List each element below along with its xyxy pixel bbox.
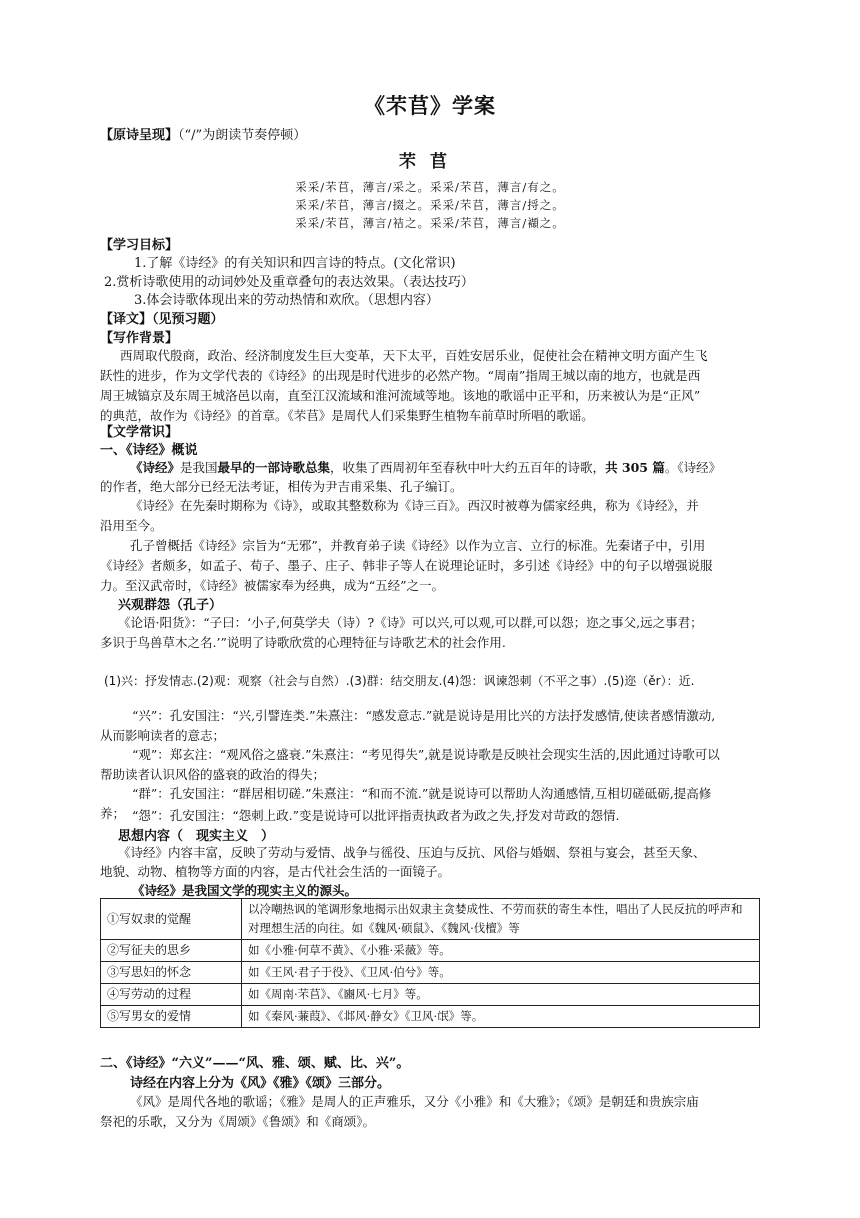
six-meanings-sub: 诗经在内容上分为《风》《雅》《颂》三部分。	[130, 1076, 391, 1091]
table-cell-topic: ③写思妇的怀念	[101, 962, 242, 984]
table-row	[101, 940, 760, 962]
realism-source-note: 《诗经》是我国文学的现实主义的源头。	[132, 883, 358, 898]
paragraph-line: 孔子曾概括《诗经》宗旨为“无邪”，并教育弟子读《诗经》以作为立言、立行的标准。先秦诸子中，引用	[130, 538, 706, 553]
paragraph-line: “怨”：孔安国注：“怨刺上政.”变是说诗可以批评指责执政者为政之失,抒发对苛政的怨情.	[132, 808, 620, 823]
subsection-heading: 一、《诗经》概说	[100, 443, 198, 458]
paragraph	[130, 458, 721, 476]
paragraph-line: 的作者，绝大部分已经无法考证，相传为尹吉甫采集、孔子编订。	[100, 479, 463, 494]
paragraph-line: “群”：孔安国注：“群居相切磋.”朱熹注：“和而不流.”就是说诗可以帮助人沟通感情,互相切磋砥砺,提高修	[132, 786, 712, 801]
section-note: （“/”为朗读节奏停顿）	[178, 128, 307, 143]
text: 是我国	[180, 460, 218, 475]
bold-text: 共 305 篇	[605, 460, 665, 475]
goal-item: 1.了解《诗经》的有关知识和四言诗的特点。(文化常识)	[134, 256, 456, 271]
xgqy-heading: 兴观群怨（孔子）	[118, 598, 223, 613]
paragraph-line: 《诗经》内容丰富，反映了劳动与爱情、战争与徭役、压迫与反抗、风俗与婚姻、祭祖与宴会，甚至天象、	[118, 845, 706, 860]
goals-heading: 【学习目标】	[100, 238, 179, 253]
text: ，收集了西周初年至春秋中叶大约五百年的诗歌，	[330, 460, 606, 475]
content-table	[100, 898, 760, 1028]
literature-heading: 【文学常识】	[100, 425, 179, 440]
poem-title: 芣苢	[399, 152, 461, 172]
paragraph-line: 沿用至今。	[100, 518, 163, 533]
table-row	[101, 984, 760, 1006]
table-cell-topic: ④写劳动的过程	[101, 984, 242, 1006]
background-text: 西周取代殷商，政治、经济制度发生巨大变革，天下太平，百姓安居乐业，促使社会在精神文明方面产生飞	[120, 348, 708, 363]
table-cell-desc: 如《秦风·蒹葭》、《邶风·静女》《卫风·氓》等。	[242, 1006, 760, 1028]
paragraph-line: 从而影响读者的意志；	[100, 728, 226, 743]
paragraph-line: 养；	[100, 806, 126, 821]
table-cell-desc: 如《王风·君子于役》、《卫风·伯兮》等。	[242, 962, 760, 984]
paragraph-line: “观”：郑玄注：“观风俗之盛衰.”朱熹注：“考见得失”,就是说诗歌是反映社会现实生活的,因此通过诗歌可以	[132, 747, 720, 762]
table-cell-desc: 如《小雅·何草不黄》、《小雅·采薇》等。	[242, 940, 760, 962]
table-cell-topic: ②写征夫的思乡	[101, 940, 242, 962]
background-text: 周王城镐京及东周王城洛邑以南，直至江汉流域和淮河流域等地。该地的歌谣中正平和，历来被认为是“正风”	[100, 388, 701, 403]
goal-item: 2.赏析诗歌使用的动词妙处及重章叠句的表达效果。（表达技巧）	[104, 275, 474, 290]
background-text: 跃性的进步，作为文学代表的《诗经》的出现是时代进步的必然产物。“周南”指周王城以南的地方，也就是西	[100, 368, 701, 383]
background-text: 的典范，故作为《诗经》的首章。《芣苢》是周代人们采集野生植物车前草时所唱的歌谣。	[100, 408, 594, 423]
text: 。《诗经》	[664, 460, 722, 475]
paragraph-line: 《诗经》者颇多，如孟子、荀子、墨子、庄子、韩非子等人在说理论证时，多引述《诗经》中的句子以增强说服	[100, 558, 713, 573]
table-row	[101, 962, 760, 984]
table-cell-topic: ⑤写男女的爱情	[101, 1006, 242, 1028]
poem-line: 采采/芣苢，薄言/掇之。采采/芣苢，薄言/捋之。	[295, 198, 565, 212]
table-row	[101, 899, 760, 940]
goal-item: 3.体会诗歌体现出来的劳动热情和欢欣。（思想内容）	[134, 293, 439, 308]
poem-line: 采采/芣苢，薄言/袺之。采采/芣苢，薄言/襭之。	[295, 216, 565, 230]
paragraph-line: 力。至汉武帝时，《诗经》被儒家奉为经典，成为“五经”之一。	[100, 578, 445, 593]
paragraph-line: 《诗经》在先秦时期称为《诗》，或取其整数称为《诗三百》。西汉时被尊为儒家经典，称为《诗经》，并	[130, 498, 699, 513]
six-meanings-heading: 二、《诗经》“六义”——“风、雅、颂、赋、比、兴”。	[100, 1056, 410, 1071]
paragraph-line: 地貌、动物、植物等方面的内容，是古代社会生活的一面镜子。	[100, 864, 451, 879]
paragraph-line: 帮助读者认识风俗的盛衰的政治的得失；	[100, 767, 326, 782]
thought-heading: 思想内容（ 现实主义 ）	[118, 829, 275, 844]
section-heading: 【原诗呈现】	[100, 128, 179, 143]
four-functions: (1)兴：抒发情志.(2)观：观察（社会与自然）.(3)群：结交朋友.(4)怨：讽谏怨刺（不平之事）.(5)迩（ěr）：近.	[104, 674, 695, 688]
translation-heading: 【译文】（见预习题）	[100, 312, 224, 327]
paragraph-line: 《风》是周代各地的歌谣；《雅》是周人的正声雅乐，又分《小雅》和《大雅》；《颂》是朝廷和贵族宗庙	[130, 1094, 699, 1109]
section-original-poem	[100, 124, 306, 143]
table-row	[101, 1006, 760, 1028]
background-heading: 【写作背景】	[100, 331, 179, 346]
bold-text: 《诗经》	[130, 460, 181, 475]
paragraph-line: 多识于鸟兽草木之名.’”说明了诗歌欣赏的心理特征与诗歌艺术的社会作用.	[100, 635, 506, 650]
paragraph-line: 祭祀的乐歌，又分为《周颂》《鲁颂》和《商颂》。	[100, 1114, 376, 1129]
paragraph-line: “兴”：孔安国注：“兴,引譬连类.”朱熹注：“感发意志.”就是说诗是用比兴的方法抒发感情,使读者感情激动,	[132, 708, 716, 723]
table-cell-desc: 如《周南·芣苢》、《豳风·七月》等。	[242, 984, 760, 1006]
table-cell-topic: ①写奴隶的觉醒	[101, 899, 242, 940]
page-title: 《芣苢》学案	[364, 93, 496, 118]
bold-text: 最早的一部诗歌总集	[217, 460, 331, 475]
paragraph-line: 《论语·阳货》：“子曰：‘小子,何莫学夫（诗）?《诗》可以兴,可以观,可以群,可以怨；迩之事父,远之事君；	[118, 615, 703, 630]
table-cell-desc: 以冷嘲热讽的笔调形象地揭示出奴隶主贪婪成性、不劳而获的寄生本性，唱出了人民反抗的呼声和对理想生活的向往。如《魏风·硕鼠》、《魏风·伐檀》等	[242, 899, 760, 940]
poem-line: 采采/芣苢，薄言/采之。采采/芣苢，薄言/有之。	[295, 180, 565, 194]
